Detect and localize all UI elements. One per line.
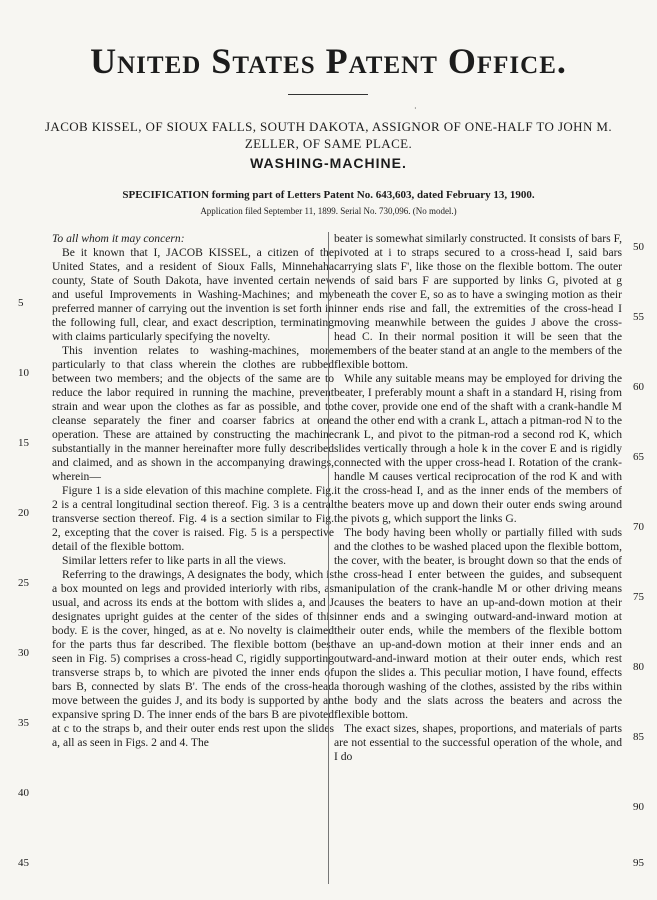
line-number: 30 bbox=[18, 647, 29, 659]
column-divider bbox=[328, 232, 329, 884]
line-number: 10 bbox=[18, 367, 29, 379]
speck: · bbox=[414, 104, 417, 113]
paragraph: beater is somewhat similarly constructed. It consists of bars F, pivoted at i to straps secured to a cross-head I, said bars carrying slats F', like those on the flexible bottom. The outer ends of said bars F are supported by links G, pivoted at g beneath the cover E, so as to have a swinging motion as their inner ends rise and fall, the extremities of the cross-head I moving meanwhile between the guides J above the cross-head C. In their normal position it will be seen that the members of the beater stand at an angle to the members of the flexible bottom. bbox=[334, 232, 622, 371]
paragraph: The exact sizes, shapes, proportions, and materials of parts are not essential to the successful operation of the whole, and I do bbox=[334, 722, 622, 763]
paragraph: This invention relates to washing-machines, more particularly to that class wherein the clothes are rubbed between two members; and the objects of the same are to reduce the labor required in running the machine, prevent strain and wear upon the clothes as far as possible, and to cleanse separately the finer and coarser fabrics at one operation. These are attained by constructing the machine substantially in the manner hereinafter more fully described and claimed, and as shown in the accompanying drawings, wherein— bbox=[52, 344, 334, 483]
line-number: 5 bbox=[18, 297, 24, 309]
specification-line: SPECIFICATION forming part of Letters Patent No. 643,603, dated February 13, 1900. bbox=[122, 189, 535, 201]
line-number: 20 bbox=[18, 507, 29, 519]
invention-title: WASHING-MACHINE. bbox=[250, 155, 407, 171]
line-number: 70 bbox=[633, 521, 644, 533]
line-number: 80 bbox=[633, 661, 644, 673]
paragraph: Figure 1 is a side elevation of this machine complete. Fig. 2 is a central longitudinal section thereof. Fig. 3 is a central transverse section thereof. Fig. 4 is a section similar to Fig. 2, excepting that the cover is raised. Fig. 5 is a perspective detail of the flexible bottom. bbox=[52, 484, 334, 553]
paragraph: Referring to the drawings, A designates the body, which is a box mounted on legs and provided interiorly with ribs, as usual, and across its ends at the bottom with slides a, and J designates upright guides at the center of the sides of this body. E is the cover, hinged, as at e. No novelty is claimed for the parts thus far described. The flexible bottom (best seen in Fig. 5) comprises a cross-head C, rigidly supporting transverse straps b, to which are pivoted the inner ends of bars B, connected by slats B'. The ends of the cross-head move between the guides J, and its body is supported by an expansive spring D. The inner ends of the bars B are pivoted at c to the straps b, and their outer ends rest upon the slides a, all as seen in Figs. 2 and 4. The bbox=[52, 568, 334, 749]
line-number: 35 bbox=[18, 717, 29, 729]
paragraph: Similar letters refer to like parts in all the views. bbox=[62, 554, 287, 567]
line-number: 25 bbox=[18, 577, 29, 589]
line-number: 55 bbox=[633, 311, 644, 323]
salutation: To all whom it may concern: bbox=[52, 232, 185, 245]
line-number: 95 bbox=[633, 857, 644, 869]
line-number: 65 bbox=[633, 451, 644, 463]
line-number: 90 bbox=[633, 801, 644, 813]
line-number: 40 bbox=[18, 787, 29, 799]
title-rule bbox=[288, 94, 368, 95]
line-number: 15 bbox=[18, 437, 29, 449]
line-number: 85 bbox=[633, 731, 644, 743]
paragraph: Be it known that I, JACOB KISSEL, a citizen of the United States, and a resident of Sioux Falls, Minnehaha county, State of South Dakota, have invented certain new and useful Improvements in Washing-Machines; and my preferred manner of carrying out the invention is set forth in the following full, clear, and exact description, terminating with claims particularly specifying the novelty. bbox=[52, 246, 334, 343]
paragraph: While any suitable means may be employed for driving the beater, I preferably mount a shaft in a standard H, rising from the cover, provide one end of the shaft with a crank-handle M and the other end with a crank L, attach a pitman-rod N to the crank L, and pivot to the pitman-rod a second rod K, which slides vertically through a hole k in the cover E and is rigidly connected with the upper cross-head I. Rotation of the crank-handle M causes vertical reciprocation of the rod K and with it the cross-head I, and as the inner ends of the members of the beaters move up and down their outer ends swing around the pivots g, which support the links G. bbox=[334, 372, 622, 525]
assignment-line: JACOB KISSEL, OF SIOUX FALLS, SOUTH DAKOTA, ASSIGNOR OF ONE-HALF TO JOHN M. ZELLER, OF SAME PLACE. bbox=[44, 119, 613, 151]
line-number: 75 bbox=[633, 591, 644, 603]
paragraph: The body having been wholly or partially filled with suds and the clothes to be washed placed upon the flexible bottom, the cover, with the beater, is brought down so that the ends of the cross-head I enter between the guides, and subsequent manipulation of the crank-handle M or other driving means causes the beaters to have an up-and-down motion at their inner ends and a swinging outward-and-inward motion at their outer ends, while the members of the flexible bottom have an up-and-down motion at their inner ends and an outward-and-inward motion at their outer ends, which rest upon the slides a. This peculiar motion, I have found, effects a thorough washing of the clothes, assisted by the ribs within the body and the slats across the beaters and across the flexible bottom. bbox=[334, 526, 622, 721]
filing-line: Application filed September 11, 1899. Serial No. 730,096. (No model.) bbox=[200, 206, 457, 216]
left-column bbox=[52, 232, 334, 750]
line-number: 50 bbox=[633, 241, 644, 253]
right-column bbox=[334, 232, 622, 764]
line-number: 45 bbox=[18, 857, 29, 869]
line-number: 60 bbox=[633, 381, 644, 393]
office-title: United States Patent Office. bbox=[90, 41, 567, 81]
